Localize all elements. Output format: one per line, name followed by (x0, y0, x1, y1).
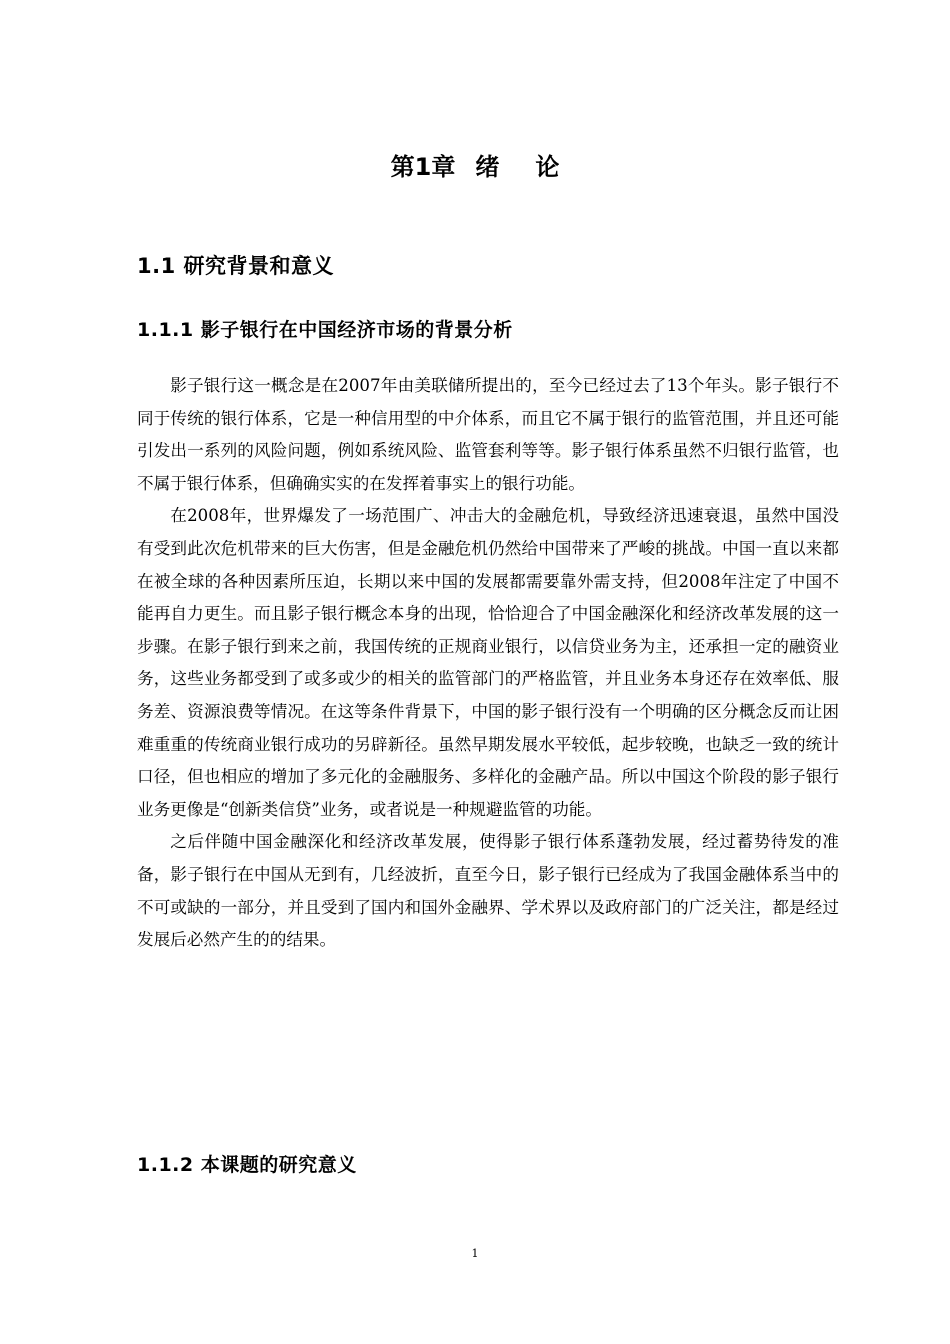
page-number: 1 (471, 1247, 479, 1260)
paragraph-3: 之后伴随中国金融深化和经济改革发展，使得影子银行体系蓬勃发展，经过蓄势待发的准备，影子银行在中国从无到有，几经波折，直至今日，影子银行已经成为了我国金融体系当中的不可或缺的一部分，并且受到了国内和国外金融界、学术界以及政府部门的广泛关注，都是经过发展后必然产生的的结果。 (137, 832, 839, 950)
body-text (137, 370, 839, 957)
paragraph-2: 在2008年，世界爆发了一场范围广、冲击大的金融危机，导致经济迅速衰退，虽然中国没有受到此次危机带来的巨大伤害，但是金融危机仍然给中国带来了严峻的挑战。中国一直以来都在被全球的各种因素所压迫，长期以来中国的发展都需要靠外需支持，但2008年注定了中国不能再自力更生。而且影子银行概念本身的出现，恰恰迎合了中国金融深化和经济改革发展的这一步骤。在影子银行到来之前，我国传统的正规商业银行，以信贷业务为主，还承担一定的融资业务，这些业务都受到了或多或少的相关的监管部门的严格监管，并且业务本身还存在效率低、服务差、资源浪费等情况。在这等条件背景下，中国的影子银行没有一个明确的区分概念反而让困难重重的传统商业银行成功的另辟新径。虽然早期发展水平较低，起步较晚，也缺乏一致的统计口径，但也相应的增加了多元化的金融服务、多样化的金融产品。所以中国这个阶段的影子银行业务更像是“创新类信贷”业务，或者说是一种规避监管的功能。 (137, 506, 839, 819)
chapter-title-char-1: 绪 (475, 153, 500, 181)
subsection-heading-1: 1.1.1 影子银行在中国经济市场的背景分析 (137, 319, 513, 341)
subsection-heading-2: 1.1.2 本课题的研究意义 (137, 1154, 357, 1176)
chapter-title-char-2: 论 (535, 153, 560, 181)
paragraph-1: 影子银行这一概念是在2007年由美联储所提出的，至今已经过去了13个年头。影子银行不同于传统的银行体系，它是一种信用型的中介体系，而且它不属于银行的监管范围，并且还可能引发出一系列的风险问题，例如系统风险、监管套利等等。影子银行体系虽然不归银行监管，也不属于银行体系，但确确实实的在发挥着事实上的银行功能。 (137, 376, 839, 493)
chapter-title (0, 147, 950, 187)
chapter-number: 第1章 (390, 153, 456, 181)
section-heading: 1.1 研究背景和意义 (137, 254, 335, 278)
